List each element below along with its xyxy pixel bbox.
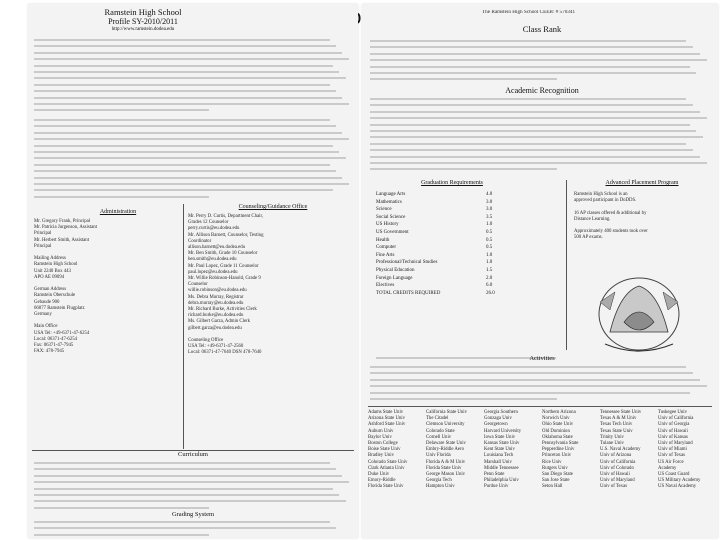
text-line <box>34 71 339 73</box>
profile-year: Profile SY-2010/2011 <box>108 17 178 26</box>
requirement-credits: 4.0 <box>486 192 493 197</box>
admin-line: Ramstein High School <box>34 262 78 268</box>
req-divider <box>566 180 567 350</box>
requirement-subject: Language Arts <box>376 192 406 197</box>
admin-line: Mr. Patricia Jurgenson, Assistant <box>34 225 97 231</box>
college-name: Louisiana Tech <box>484 453 514 459</box>
college-name: Georgetown <box>484 422 508 428</box>
requirement-credits: 0.5 <box>486 230 493 235</box>
activities-heading: Activities <box>529 355 555 362</box>
requirement-credits: 3.0 <box>486 207 493 213</box>
text-line <box>34 151 339 153</box>
college-name: Univ of Maryland <box>600 478 635 484</box>
admin-line: Ramstein Oberschule <box>34 293 76 299</box>
college-name: US Coast Guard <box>658 472 690 478</box>
college-name: Gonzaga Univ <box>484 416 512 422</box>
admin-line: Principal <box>34 243 52 249</box>
college-name: Univ of Texas <box>600 484 628 490</box>
text-line <box>34 103 349 105</box>
college-name: Trinity Univ <box>600 434 624 440</box>
text-line <box>34 157 346 159</box>
crest-illustration <box>580 262 698 360</box>
text-line <box>370 78 557 80</box>
college-name: Texas State Univ <box>600 428 633 434</box>
admin-line: APO AE 09094 <box>34 274 65 280</box>
college-name: Clark Atlanta Univ <box>368 465 405 471</box>
guidance-line: paul.lopez@eu.dodea.edu <box>188 269 238 275</box>
requirement-subject: Professional/Technical Studies <box>376 260 438 266</box>
college-name: George Mason Univ <box>426 472 466 478</box>
requirement-subject: US History <box>376 222 399 228</box>
admin-line: Fax: 06371-47-7945 <box>34 343 74 349</box>
curriculum-heading: Curriculum <box>178 451 208 458</box>
admin-line: Gebaude 900 <box>34 299 60 305</box>
guidance-line: richard.burke@eu.dodea.edu <box>188 313 244 319</box>
college-name: Colorado State <box>426 428 455 434</box>
guidance-line: Coordinator <box>188 238 212 244</box>
colleges-column-5 <box>600 410 641 491</box>
admin-line: Mailing Address <box>34 256 66 262</box>
college-name: Norwich Univ <box>542 416 570 422</box>
college-name: Boston College <box>368 441 398 447</box>
guidance-line: Mr. Ben Smith, Grade 10 Counselor <box>188 251 258 257</box>
guidance-line: Mr. Paul Lopez, Grade 11 Counselor <box>188 263 259 269</box>
colleges-column-2 <box>426 410 467 491</box>
college-name: California State Univ <box>426 410 468 415</box>
college-name: Univ of Miami <box>658 447 687 453</box>
requirement-credits: 2.0 <box>486 275 493 281</box>
administration-list <box>34 219 97 355</box>
text-line <box>370 111 700 113</box>
college-name: Academy <box>658 465 677 471</box>
guidance-line: gilbert.garza@eu.dodea.edu <box>188 325 242 331</box>
college-name: Univ of California <box>658 416 694 422</box>
college-name: Ohio State Univ <box>542 422 574 428</box>
college-name: US Military Academy <box>658 478 701 484</box>
academic-recognition-heading: Academic Recognition <box>505 86 579 95</box>
ap-line: Ramstein High School is an <box>574 192 628 197</box>
administration-heading: Administration <box>99 209 137 215</box>
advanced-placement-heading: Advanced Placement Program <box>605 180 679 186</box>
text-line <box>34 52 342 54</box>
college-name: Texas A & M Univ <box>600 416 637 422</box>
college-name: Northern Arizona <box>542 410 576 415</box>
text-line <box>370 168 557 170</box>
requirement-subject: Computer <box>376 245 396 251</box>
ceeb-line: The Ramstein High School CEEB: # 570341 <box>482 10 576 15</box>
college-name: Florida State Univ <box>368 484 404 490</box>
college-name: US Air Force <box>658 459 684 465</box>
college-name: Georgia Southern <box>484 410 518 415</box>
guidance-heading: Counseling/Guidance Office <box>238 204 308 210</box>
text-line <box>34 138 349 140</box>
text-line <box>370 117 707 119</box>
college-name: Clemson University <box>426 422 465 428</box>
text-line <box>34 534 209 536</box>
guidance-line: Grades 12 Counselor <box>188 220 229 226</box>
admin-line: FAX: 478-7945 <box>34 349 65 355</box>
requirement-credits: 6.0 <box>486 283 493 289</box>
college-name: Adams State Univ <box>368 410 404 415</box>
ap-program-list <box>574 192 648 242</box>
guidance-line: allison.barnett@eu.dodea.edu <box>188 245 246 251</box>
college-name: Univ of Texas <box>658 453 686 459</box>
college-name: US Naval Academy <box>658 484 697 490</box>
college-name: Texas Tech Univ <box>600 422 633 428</box>
college-name: San Jose State <box>542 478 570 484</box>
school-url: http://www.ramstein.dodea.edu <box>111 27 175 32</box>
requirement-subject: Social Science <box>376 214 406 220</box>
college-name: Arizona State Univ <box>368 416 406 422</box>
text-line <box>34 119 330 121</box>
text-line <box>370 72 696 74</box>
college-name: Ashford State Univ <box>368 422 406 428</box>
ap-line: 16 AP classes offered & additional by <box>574 210 647 216</box>
requirement-credits: 1.0 <box>486 252 493 258</box>
admin-line: Principal <box>34 231 52 237</box>
guidance-line: debra.murray@eu.dodea.edu <box>188 300 244 306</box>
college-name: Univ of Hawaii <box>658 428 688 434</box>
ap-line: Approximately 400 students took over <box>574 229 648 235</box>
text-line <box>370 66 690 68</box>
college-name: Baylor Univ <box>368 434 392 440</box>
requirement-subject: Mathematics <box>376 199 402 205</box>
text-line <box>370 130 696 132</box>
text-line <box>34 109 209 111</box>
text-line <box>34 481 349 483</box>
text-line <box>370 392 690 394</box>
college-name: Emory-Riddle <box>368 478 396 484</box>
guidance-line: Ms. Debra Murray, Registrar <box>188 294 244 300</box>
requirement-subject: Health <box>376 237 390 243</box>
college-name: Duke Univ <box>368 472 390 478</box>
requirement-credits: 3.5 <box>486 214 493 220</box>
text-line <box>34 527 336 529</box>
guidance-line: Mr. Richard Burke, Activities Clerk <box>188 307 257 313</box>
text-line <box>370 372 693 374</box>
college-name: Kent State Univ <box>484 447 515 453</box>
college-name: Kansas State Univ <box>484 441 520 447</box>
requirement-subject: Electives <box>376 283 395 289</box>
guidance-line: Mr. Willie Robinson-Hanold, Grade 9 <box>188 276 261 282</box>
text-line <box>34 65 333 67</box>
requirement-credits: 3.0 <box>486 199 493 205</box>
text-line <box>34 177 342 179</box>
college-name: Rutgers Univ <box>542 465 568 471</box>
text-line <box>370 124 690 126</box>
college-name: Florida State Univ <box>426 465 462 471</box>
requirement-credits: 1.0 <box>486 260 493 266</box>
text-line <box>34 170 336 172</box>
college-name: Rice Univ <box>542 459 562 465</box>
admin-line: Mr. Gregory Frank, Principal <box>34 219 91 224</box>
text-line <box>370 104 693 106</box>
college-name: Univ of Kansas <box>658 434 688 440</box>
colleges-column-4 <box>542 410 578 491</box>
college-name: Hampton Univ <box>426 484 455 490</box>
college-name: Georgia Tech <box>426 478 452 484</box>
text-line <box>370 40 686 42</box>
college-name: Univ of Maryland <box>658 441 693 447</box>
text-line <box>370 98 686 100</box>
college-name: Delaware State Univ <box>426 441 466 447</box>
college-name: San Diego State <box>542 472 573 478</box>
text-line <box>34 84 330 86</box>
text-line <box>34 45 336 47</box>
text-line <box>370 149 693 151</box>
text-line <box>34 189 333 191</box>
college-name: Pennsylvania State <box>542 441 579 447</box>
text-line <box>370 46 693 48</box>
text-line <box>34 90 336 92</box>
college-name: Boise State Univ <box>368 447 401 453</box>
grading-heading: Grading System <box>171 511 215 518</box>
text-line <box>34 475 342 477</box>
admin-line: USA Tel: +49-6371-47-6254 <box>34 330 90 336</box>
admin-line: German Address <box>34 287 67 293</box>
requirement-subject: TOTAL CREDITS REQUIRED <box>376 290 441 296</box>
college-name: Tulane Univ <box>600 441 624 447</box>
college-name: Univ of California <box>600 459 636 465</box>
text-line <box>370 379 700 381</box>
college-name: Iowa State Univ <box>484 434 516 440</box>
guidance-line: Counselor <box>188 282 208 288</box>
admin-line: Mr. Herbert Smith, Assistant <box>34 237 90 243</box>
requirement-subject: Science <box>376 207 392 213</box>
text-line <box>370 143 686 145</box>
admin-line: Local: 06371-47-6254 <box>34 336 78 342</box>
college-name: Tennessee State Univ <box>600 410 642 415</box>
colleges-column-6 <box>658 410 700 491</box>
text-line <box>34 196 209 198</box>
table-divider <box>183 204 184 449</box>
colleges-column-1 <box>368 410 407 491</box>
college-name: Old Dominion <box>542 428 570 434</box>
college-name: Princeton Univ <box>542 453 572 459</box>
college-name: Penn State <box>484 472 505 478</box>
guidance-list <box>188 214 263 357</box>
guidance-line: Mr. Allison Barnett, Counselor, Testing <box>188 232 264 238</box>
college-name: Univ of Georgia <box>658 422 690 428</box>
college-name: Univ of Hawaii <box>600 472 630 478</box>
text-line <box>370 59 707 61</box>
guidance-line: Ms. Gilbert Garza, Admin Clerk <box>188 319 251 325</box>
college-name: Harvard University <box>484 428 522 434</box>
ap-line: 500 AP exams. <box>574 235 603 241</box>
admin-line: Main Office <box>34 324 58 330</box>
guidance-line: ben.smith@eu.dodea.edu <box>188 257 237 263</box>
profile-page-left <box>28 4 358 538</box>
requirement-subject: Physical Education <box>376 268 415 273</box>
college-name: Univ of Arizona <box>600 453 632 459</box>
text-line <box>34 500 346 502</box>
college-name: Univ of Colorado <box>600 465 634 471</box>
college-name: Oklahoma State <box>542 434 573 440</box>
guidance-line: willie.robinson@eu.dodea.edu <box>188 288 247 294</box>
requirement-credits: 0.5 <box>486 237 493 243</box>
text-line <box>34 521 330 523</box>
text-line <box>34 462 330 464</box>
college-name: Cornell Univ <box>426 434 452 440</box>
college-name: Univ Florida <box>426 453 451 459</box>
colleges-column-3 <box>484 410 521 491</box>
text-line <box>370 398 557 400</box>
requirement-credits: 26.0 <box>486 290 495 296</box>
college-name: Purdue Univ <box>484 484 509 490</box>
college-name: Tuskegee Univ <box>658 410 688 415</box>
requirement-credits: 0.5 <box>486 245 493 251</box>
guidance-line: perry.curtis@eu.dodea.edu <box>188 226 240 232</box>
colleges-top-rule <box>368 406 712 407</box>
requirement-subject: US Government <box>376 230 409 235</box>
guidance-line: Counseling Office <box>188 338 224 344</box>
text-line <box>370 385 707 387</box>
text-line <box>370 136 703 138</box>
guidance-line: Mr. Perry D. Curtis, Department Chair, <box>188 214 264 219</box>
text-line <box>34 494 339 496</box>
text-line <box>34 507 209 509</box>
text-line <box>34 164 330 166</box>
requirement-credits: 1.0 <box>486 222 493 228</box>
requirement-subject: Fine Arts <box>376 252 395 258</box>
graduation-requirements-heading: Graduation Requirements <box>421 180 483 186</box>
college-name: Philadelphia Univ <box>484 478 519 484</box>
school-name: Ramstein High School <box>104 7 182 17</box>
ap-line: Distance Learning. <box>574 216 611 222</box>
text-line <box>34 97 342 99</box>
college-name: Florida A & M Univ <box>426 459 466 465</box>
college-name: Colorado State Univ <box>368 459 408 465</box>
text-line <box>34 145 333 147</box>
college-name: The Citadel <box>426 416 449 422</box>
text-line <box>34 488 333 490</box>
college-name: Middle Tennessee <box>484 465 519 471</box>
text-line <box>34 77 346 79</box>
admin-line: Germany <box>34 312 52 318</box>
guidance-line: Local: 06371-47-7640 DSN 478-7640 <box>188 350 262 356</box>
text-line <box>370 53 700 55</box>
class-rank-heading: Class Rank <box>522 24 562 34</box>
college-name: Marshall Univ <box>484 459 512 465</box>
text-line <box>370 162 707 164</box>
text-line <box>34 125 336 127</box>
text-line <box>370 156 700 158</box>
college-name: Auburn Univ <box>368 428 394 434</box>
requirement-credits: 1.5 <box>486 268 493 273</box>
requirement-subject: Foreign Language <box>376 275 413 281</box>
text-line <box>34 39 330 41</box>
admin-line: Unit 2240 Box 443 <box>34 268 71 274</box>
college-name: Seton Hall <box>542 484 563 490</box>
college-name: U.S. Naval Academy <box>600 447 641 453</box>
ap-line: approved participant in DoDDS. <box>574 198 637 204</box>
text-line <box>34 58 349 60</box>
college-name: Pepperdine Univ <box>542 447 575 453</box>
text-line <box>34 183 349 185</box>
text-line <box>370 366 686 368</box>
profile-page-right <box>362 4 718 538</box>
text-line <box>34 132 342 134</box>
guidance-line: USA Tel: +49-6371-47-2560 <box>188 344 244 350</box>
text-line <box>34 468 336 470</box>
college-name: Embry-Riddle Aero <box>426 447 464 453</box>
college-name: Bradley Univ <box>368 453 394 459</box>
admin-line: 66877 Ramstein Flugplatz <box>34 305 85 311</box>
